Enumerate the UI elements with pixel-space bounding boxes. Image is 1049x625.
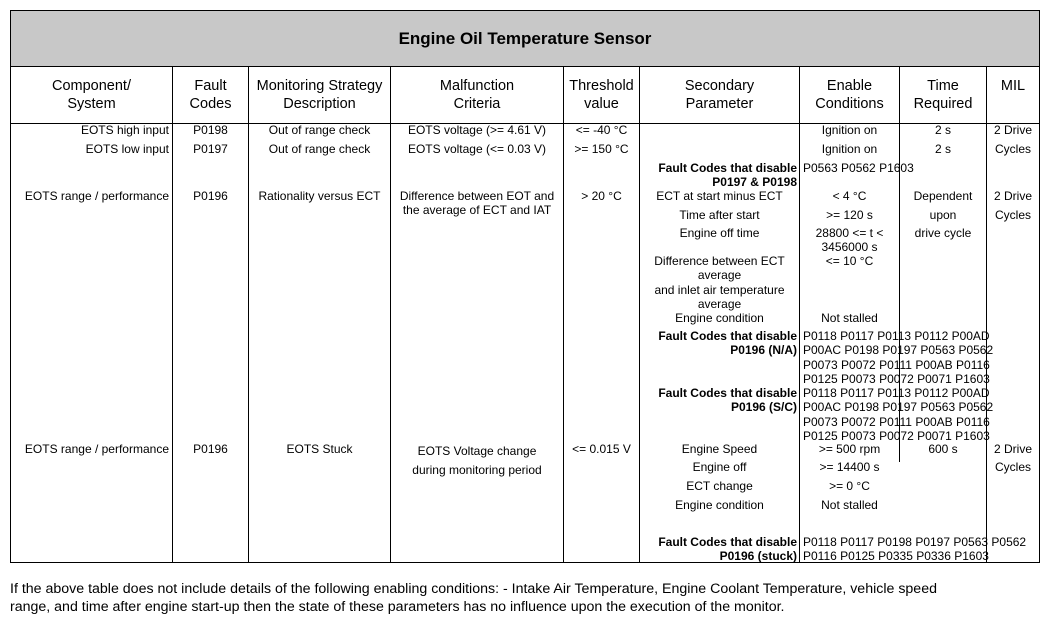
cell-secondary: ECT at start minus ECT [656,189,783,203]
cell-secondary: Engine condition [675,498,764,512]
cell-secondary: Engine Speed [681,442,758,456]
cell-secondary: Engine off [692,460,747,474]
cell-secondary: Time after start [679,208,760,222]
cell-mil: 2 Drive [993,123,1032,137]
cell-malfunction: EOTS voltage (<= 0.03 V) [407,142,547,156]
cell-malfunction: EOTS voltage (>= 4.61 V) [407,123,547,137]
cell-component: EOTS high input [80,123,169,137]
cell-strategy: Out of range check [268,142,371,156]
header-mil: MIL [987,67,1039,124]
cell-strategy: EOTS Stuck [286,442,353,456]
cell-mil: Cycles [994,142,1031,156]
cell-time: drive cycle [914,226,972,240]
cell-enable: >= 120 s [826,208,873,222]
cell-fault-code: P0198 [193,123,228,137]
cell-component: EOTS low input [85,142,169,156]
cell-malfunction: EOTS Voltage change during monitoring period [412,444,542,477]
cell-secondary: Engine off time [679,226,760,240]
cell-enable: Ignition on [821,123,878,137]
cell-fault-disable-codes: P0118 P0117 P0113 P0112 P00AD P00AC P0198 P0197 P0563 P0562 P0073 P0072 P0111 P00AB P0116 P0125 P0073 P0072 P0071 P1603 [803,329,994,386]
cell-enable: 28800 <= t < 3456000 s [815,226,884,255]
cell-mil: 2 Drive [993,442,1032,456]
cell-secondary: Engine condition [675,311,764,325]
cell-threshold: <= 0.015 V [572,442,631,456]
cell-mil: Cycles [994,460,1031,474]
header-enable-conditions: Enable Conditions [800,67,899,124]
cell-time: Dependent [913,189,973,203]
cell-component: EOTS range / performance [24,189,169,203]
cell-fault-disable-codes: P0118 P0117 P0198 P0197 P0563 P0562 P0116 P0125 P0335 P0336 P1603 [803,535,1027,564]
cell-time: 2 s [934,123,951,137]
cell-fault-disable-label: Fault Codes that disable P0196 (N/A) [658,329,797,358]
header-component: Component/ System [11,67,172,124]
cell-time: 600 s [928,442,958,456]
cell-threshold: >= 150 °C [574,142,629,156]
cell-enable: >= 0 °C [829,479,870,493]
cell-fault-disable-label: Fault Codes that disable P0197 & P0198 [658,161,797,190]
cell-enable: Not stalled [821,498,878,512]
cell-enable: >= 14400 s [819,460,880,474]
cell-fault-disable-label: Fault Codes that disable P0196 (S/C) [658,386,797,415]
cell-time: 2 s [934,142,951,156]
cell-mil: 2 Drive [993,189,1032,203]
cell-strategy: Rationality versus ECT [258,189,381,203]
header-threshold: Threshold value [564,67,639,124]
table-frame [10,10,1040,563]
header-secondary-parameter: Secondary Parameter [640,67,799,124]
header-time-required: Time Required [900,67,986,124]
cell-enable: Not stalled [821,311,878,325]
cell-strategy: Out of range check [268,123,371,137]
cell-enable: >= 500 rpm [818,442,881,456]
table-title: Engine Oil Temperature Sensor [11,11,1039,67]
cell-threshold: > 20 °C [581,189,622,203]
cell-secondary: ECT change [686,479,753,493]
header-malfunction-criteria: Malfunction Criteria [391,67,563,124]
cell-fault-code: P0197 [193,142,228,156]
cell-fault-code: P0196 [193,189,228,203]
cell-fault-disable-label: Fault Codes that disable P0196 (stuck) [658,535,797,564]
cell-time: upon [929,208,957,222]
cell-fault-disable-codes: P0118 P0117 P0113 P0112 P00AD P00AC P0198 P0197 P0563 P0562 P0073 P0072 P0111 P00AB P0116 P0125 P0073 P0072 P0071 P1603 [803,386,994,443]
cell-secondary: Difference between ECT average and inlet air temperature average [654,254,785,311]
cell-enable: <= 10 °C [825,254,874,268]
cell-mil: Cycles [994,208,1031,222]
header-monitoring-strategy: Monitoring Strategy Description [249,67,390,124]
footer-note: If the above table does not include details of the following enabling conditions: - Intake Air Temperature, Engine Coolant Temperature, vehicle speed range, and time after engine start-up then the state of these parameters has no influence upon the execution of the monitor. [10,581,937,615]
cell-enable: Ignition on [821,142,878,156]
cell-fault-disable-codes: P0563 P0562 P1603 [803,161,914,175]
header-fault-codes: Fault Codes [173,67,248,124]
cell-fault-code: P0196 [193,442,228,456]
cell-malfunction: Difference between EOT and the average of ECT and IAT [399,189,555,218]
cell-threshold: <= -40 °C [575,123,628,137]
cell-component: EOTS range / performance [24,442,169,456]
cell-enable: < 4 °C [832,189,867,203]
